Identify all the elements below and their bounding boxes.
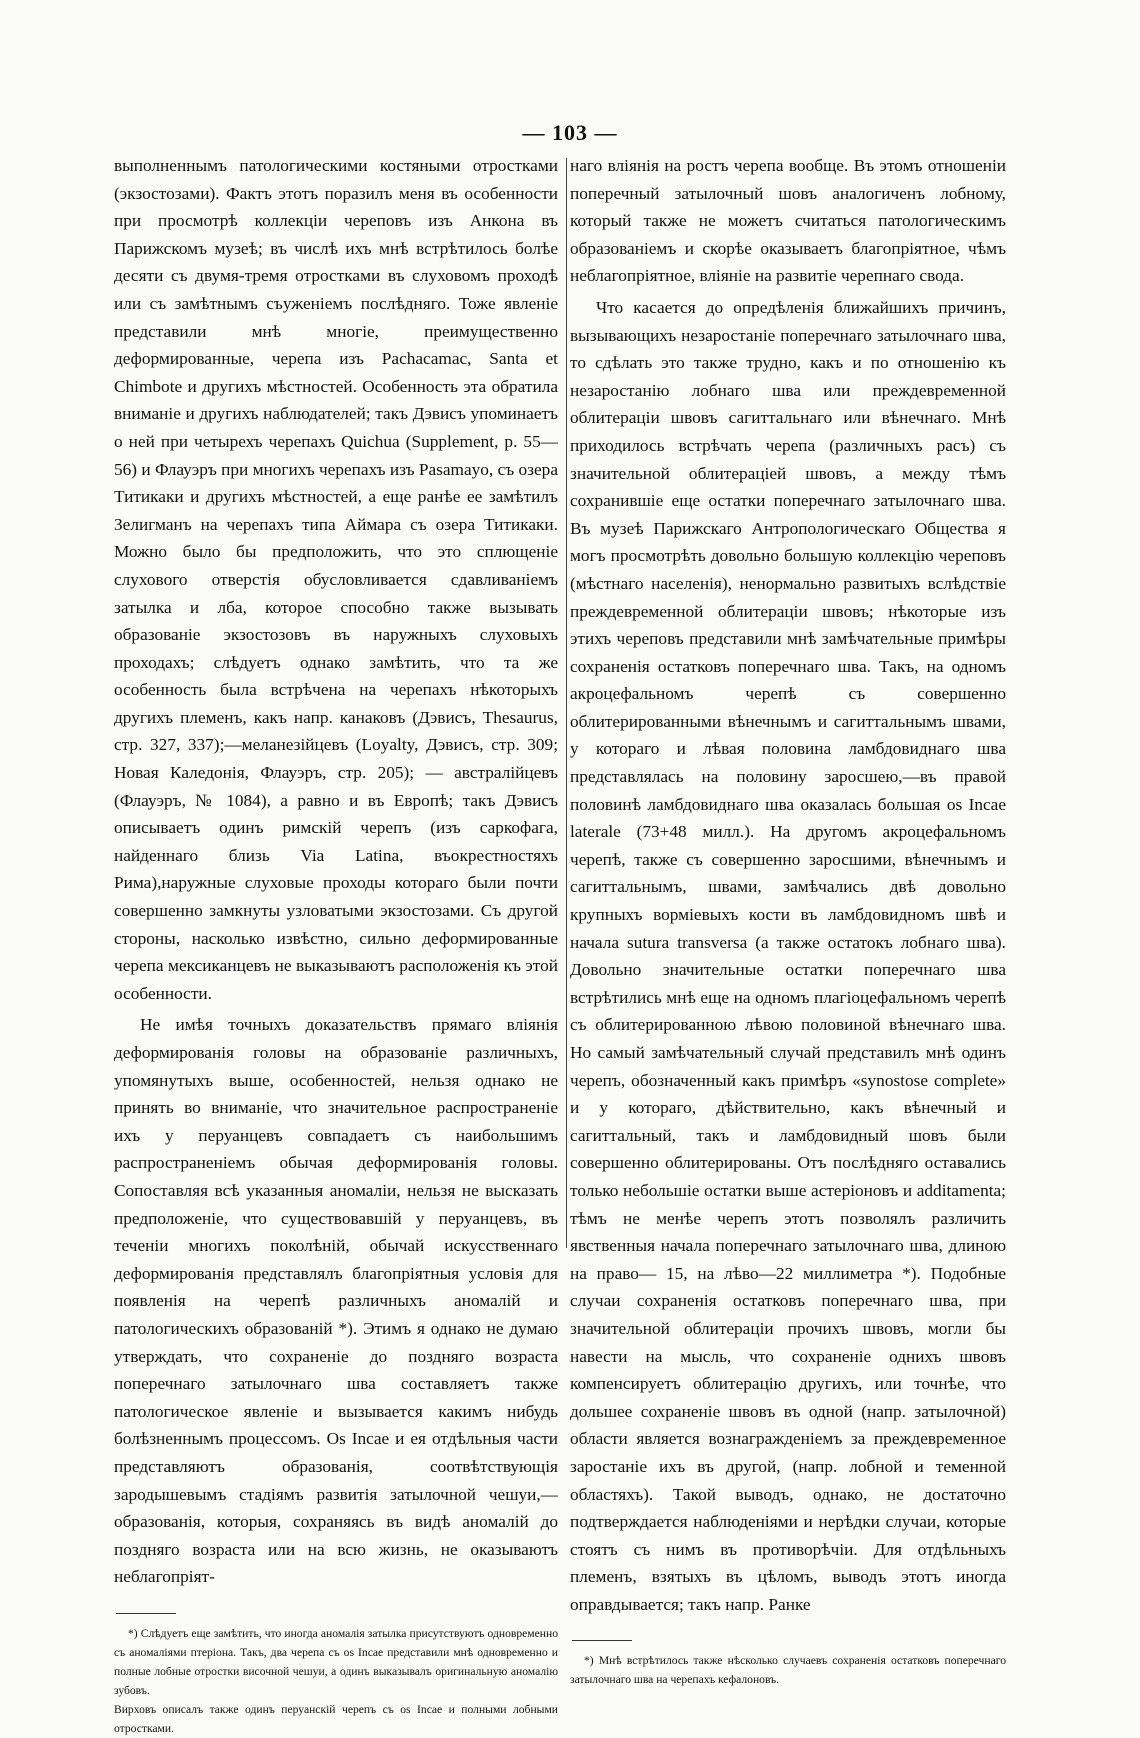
paragraph: Что касается до опредѣленія ближайшихъ причинъ, вызывающихъ незаростаніе поперечнаго затылочнаго шва, то сдѣлать это также трудно, какъ и по отношенію къ незаростанію лобнаго шва или преждевременной облитераціи швовъ сагиттальнаго или вѣнечнаго. Мнѣ приходилось встрѣчать черепа (различныхъ расъ) съ значительной облитераціей швовъ, а между тѣмъ сохранившіе еще остатки поперечнаго затылочнаго шва. Въ музеѣ Парижскаго Антропологическаго Общества я могъ просмотрѣть довольно большую коллекцію череповъ (мѣстнаго населенія), ненормально развитыхъ вслѣдствіе преждевременной облитераціи швовъ; нѣкоторые изъ этихъ череповъ представили мнѣ замѣчательные примѣры сохраненія остатковъ поперечнаго шва. Такъ, на одномъ акроцефальномъ черепѣ съ совершенно облитерированными вѣнечнымъ и сагиттальнымъ швами, у котораго и лѣвая половина ламбдовиднаго шва представлялась на половину заросшею,—въ правой половинѣ ламбдовиднаго шва оказалась большая os Incae laterale (73+48 милл.). На другомъ акроцефальномъ черепѣ, также съ совершенно заросшими, вѣнечнымъ и сагиттальнымъ, швами, замѣчались двѣ довольно крупныхъ ворміевыхъ кости въ ламбдовидномъ швѣ и начала sutura transversa (а также остатокъ лобнаго шва). Довольно значительные остатки поперечнаго шва встрѣтились мнѣ еще на одномъ плагіоцефальномъ черепѣ съ облитерированною лѣвою половиной вѣнечнаго шва. Но самый замѣчательный случай представилъ мнѣ одинъ черепъ, обозначенный какъ примѣръ «synostose complete» и у котораго, дѣйствительно, какъ вѣнечный и сагиттальный, такъ и ламбдовидный шовъ были совершенно облитерированы. Отъ послѣдняго оставались только небольшіе остатки выше астеріоновъ и additamenta; тѣмъ не менѣе черепъ этотъ позволялъ различить явственныя начала поперечнаго затылочнаго шва, длиною на право— 15, на лѣво—22 миллиметра *). Подобные случаи сохраненія остатковъ поперечнаго шва, при значительной облитераціи прочихъ швовъ, могли бы навести на мысль, что сохраненіе однихъ швовъ компенсируетъ облитерацію другихъ, или точнѣе, что дольшее сохраненіе швовъ въ одной (напр. затылочной) области является вознагражденіемъ за преждевременное заростаніе ихъ въ другой, (напр. лобной и теменной областяхъ). Такой выводъ, однако, не достаточно подтверждается наблюденіями и нерѣдки случаи, которые стоятъ съ нимъ въ противорѣчіи. Для отдѣльныхъ племенъ, взятыхъ въ цѣломъ, выводъ этотъ иногда оправдывается; такъ напр. Ранке xyxy=(570,297,1006,1614)
paragraph: выполненнымъ патологическими костяными отростками (экзостозами). Фактъ этотъ поразилъ меня въ особенности при просмотрѣ коллекціи череповъ изъ Анкона въ Парижскомъ музеѣ; въ числѣ ихъ мнѣ встрѣтилось болѣе десяти съ двумя-тремя отростками въ слуховомъ проходѣ или съ замѣтнымъ съуженіемъ послѣдняго. Тоже явленіе представили мнѣ многіе, преимущественно деформированные, черепа изъ Pachacamac, Santa et Chimbote и другихъ мѣстностей. Особенность эта обратила вниманіе и другихъ наблюдателей; такъ Дэвисъ упоминаетъ о ней при четырехъ черепахъ Quichua (Supplement, p. 55—56) и Флауэръ при многихъ черепахъ изъ Pasamayo, съ озера Титикаки и другихъ мѣстностей, а еще ранѣе ее замѣтилъ Зелигманъ на черепахъ типа Аймара съ озера Титикаки. Можно было бы предположить, что это сплющеніе слухового отверстія обусловливается сдавливаніемъ затылка и лба, которое способно также вызывать образованіе экзостозовъ въ наружныхъ слуховыхъ проходахъ; слѣдуетъ однако замѣтить, что та же особенность была встрѣчена на черепахъ нѣкоторыхъ другихъ племенъ, какъ напр. канаковъ (Дэвисъ, Thesaurus, стр. 327, 337);—меланезійцевъ (Loyalty, Дэвисъ, стр. 309; Новая Каледонія, Флауэръ, стр. 205); — австралійцевъ (Флауэръ, № 1084), а равно и въ Европѣ; такъ Дэвисъ описываетъ одинъ римскій черепъ (изъ саркофага, найденнаго близь Via Latina, въокрестностяхъ Рима),наружные слуховые проходы котораго были почти совершенно замкнуты узловатыми экзостозами. Съ другой стороны, насколько извѣстно, сильно деформированные черепа мексиканцевъ не выказываютъ расположенія къ этой особенности. xyxy=(114,156,558,1003)
footnote-text: *) Слѣдуетъ еще замѣтить, что иногда аномалія затылка присутствуютъ одновременно съ аномаліями птеріона. Такъ, два черепа съ os Incae представили мнѣ одновременно и полные лобные отростки височной чешуи, а одинъ выказывалъ оригинальную аномалію зубовъ. xyxy=(114,1626,558,1697)
footnote-separator xyxy=(572,1640,632,1641)
right-column-body xyxy=(570,152,1006,1618)
footnote-separator xyxy=(116,1613,176,1614)
footnote-text: Вирховъ описалъ также одинъ перуанскій черепъ съ os Incae и полными лобными отростками. xyxy=(114,1702,558,1735)
paragraph: Не имѣя точныхъ доказательствъ прямаго вліянія деформированія головы на образованіе различныхъ, упомянутыхъ выше, особенностей, нельзя однако не принять во вниманіе, что значительное распространеніе ихъ у перуанцевъ совпадаетъ съ наибольшимъ распространеніемъ обычая деформированія головы. Сопоставляя всѣ указанныя аномаліи, нельзя не высказать предположеніе, что существовавшій у перуанцевъ, въ теченіи многихъ поколѣній, обычай искусственнаго деформированія представлялъ благопріятныя условія для появленія на черепѣ различныхъ аномалій и патологическихъ образованій *). Этимъ я однако не думаю утверждать, что сохраненіе до поздняго возраста поперечнаго затылочнаго шва составляетъ также патологическое явленіе и вызывается какимъ нибудь болѣзненнымъ процессомъ. Os Incae и ея отдѣльныя части представляютъ образованія, соотвѣтствующія зародышевымъ стадіямъ развитія затылочной чешуи,—образованія, которыя, сохраняясь въ видѣ аномалій до поздняго возраста или на всю жизнь, не оказываютъ неблагопріят- xyxy=(114,1015,558,1587)
footnote-text: *) Мнѣ встрѣтилось также нѣсколько случаевъ сохраненія остатковъ поперечнаго затылочнаго шва на черепахъ кефалоновъ. xyxy=(570,1654,1006,1687)
page-number: — 103 — xyxy=(522,120,618,145)
footnote-left xyxy=(114,1624,558,1738)
paragraph: наго вліянія на ростъ черепа вообще. Въ этомъ отношеніи поперечный затылочный шовъ аналогиченъ лобному, который также не можетъ считаться патологическимъ образованіемъ и скорѣе оказываетъ благопріятное, чѣмъ неблагопріятное, вліяніе на развитіе черепнаго свода. xyxy=(570,156,1006,286)
left-column-body xyxy=(114,152,558,1591)
right-column xyxy=(570,152,1006,1689)
left-column xyxy=(114,152,558,1738)
footnote-right xyxy=(570,1651,1006,1689)
column-divider xyxy=(566,158,567,1248)
